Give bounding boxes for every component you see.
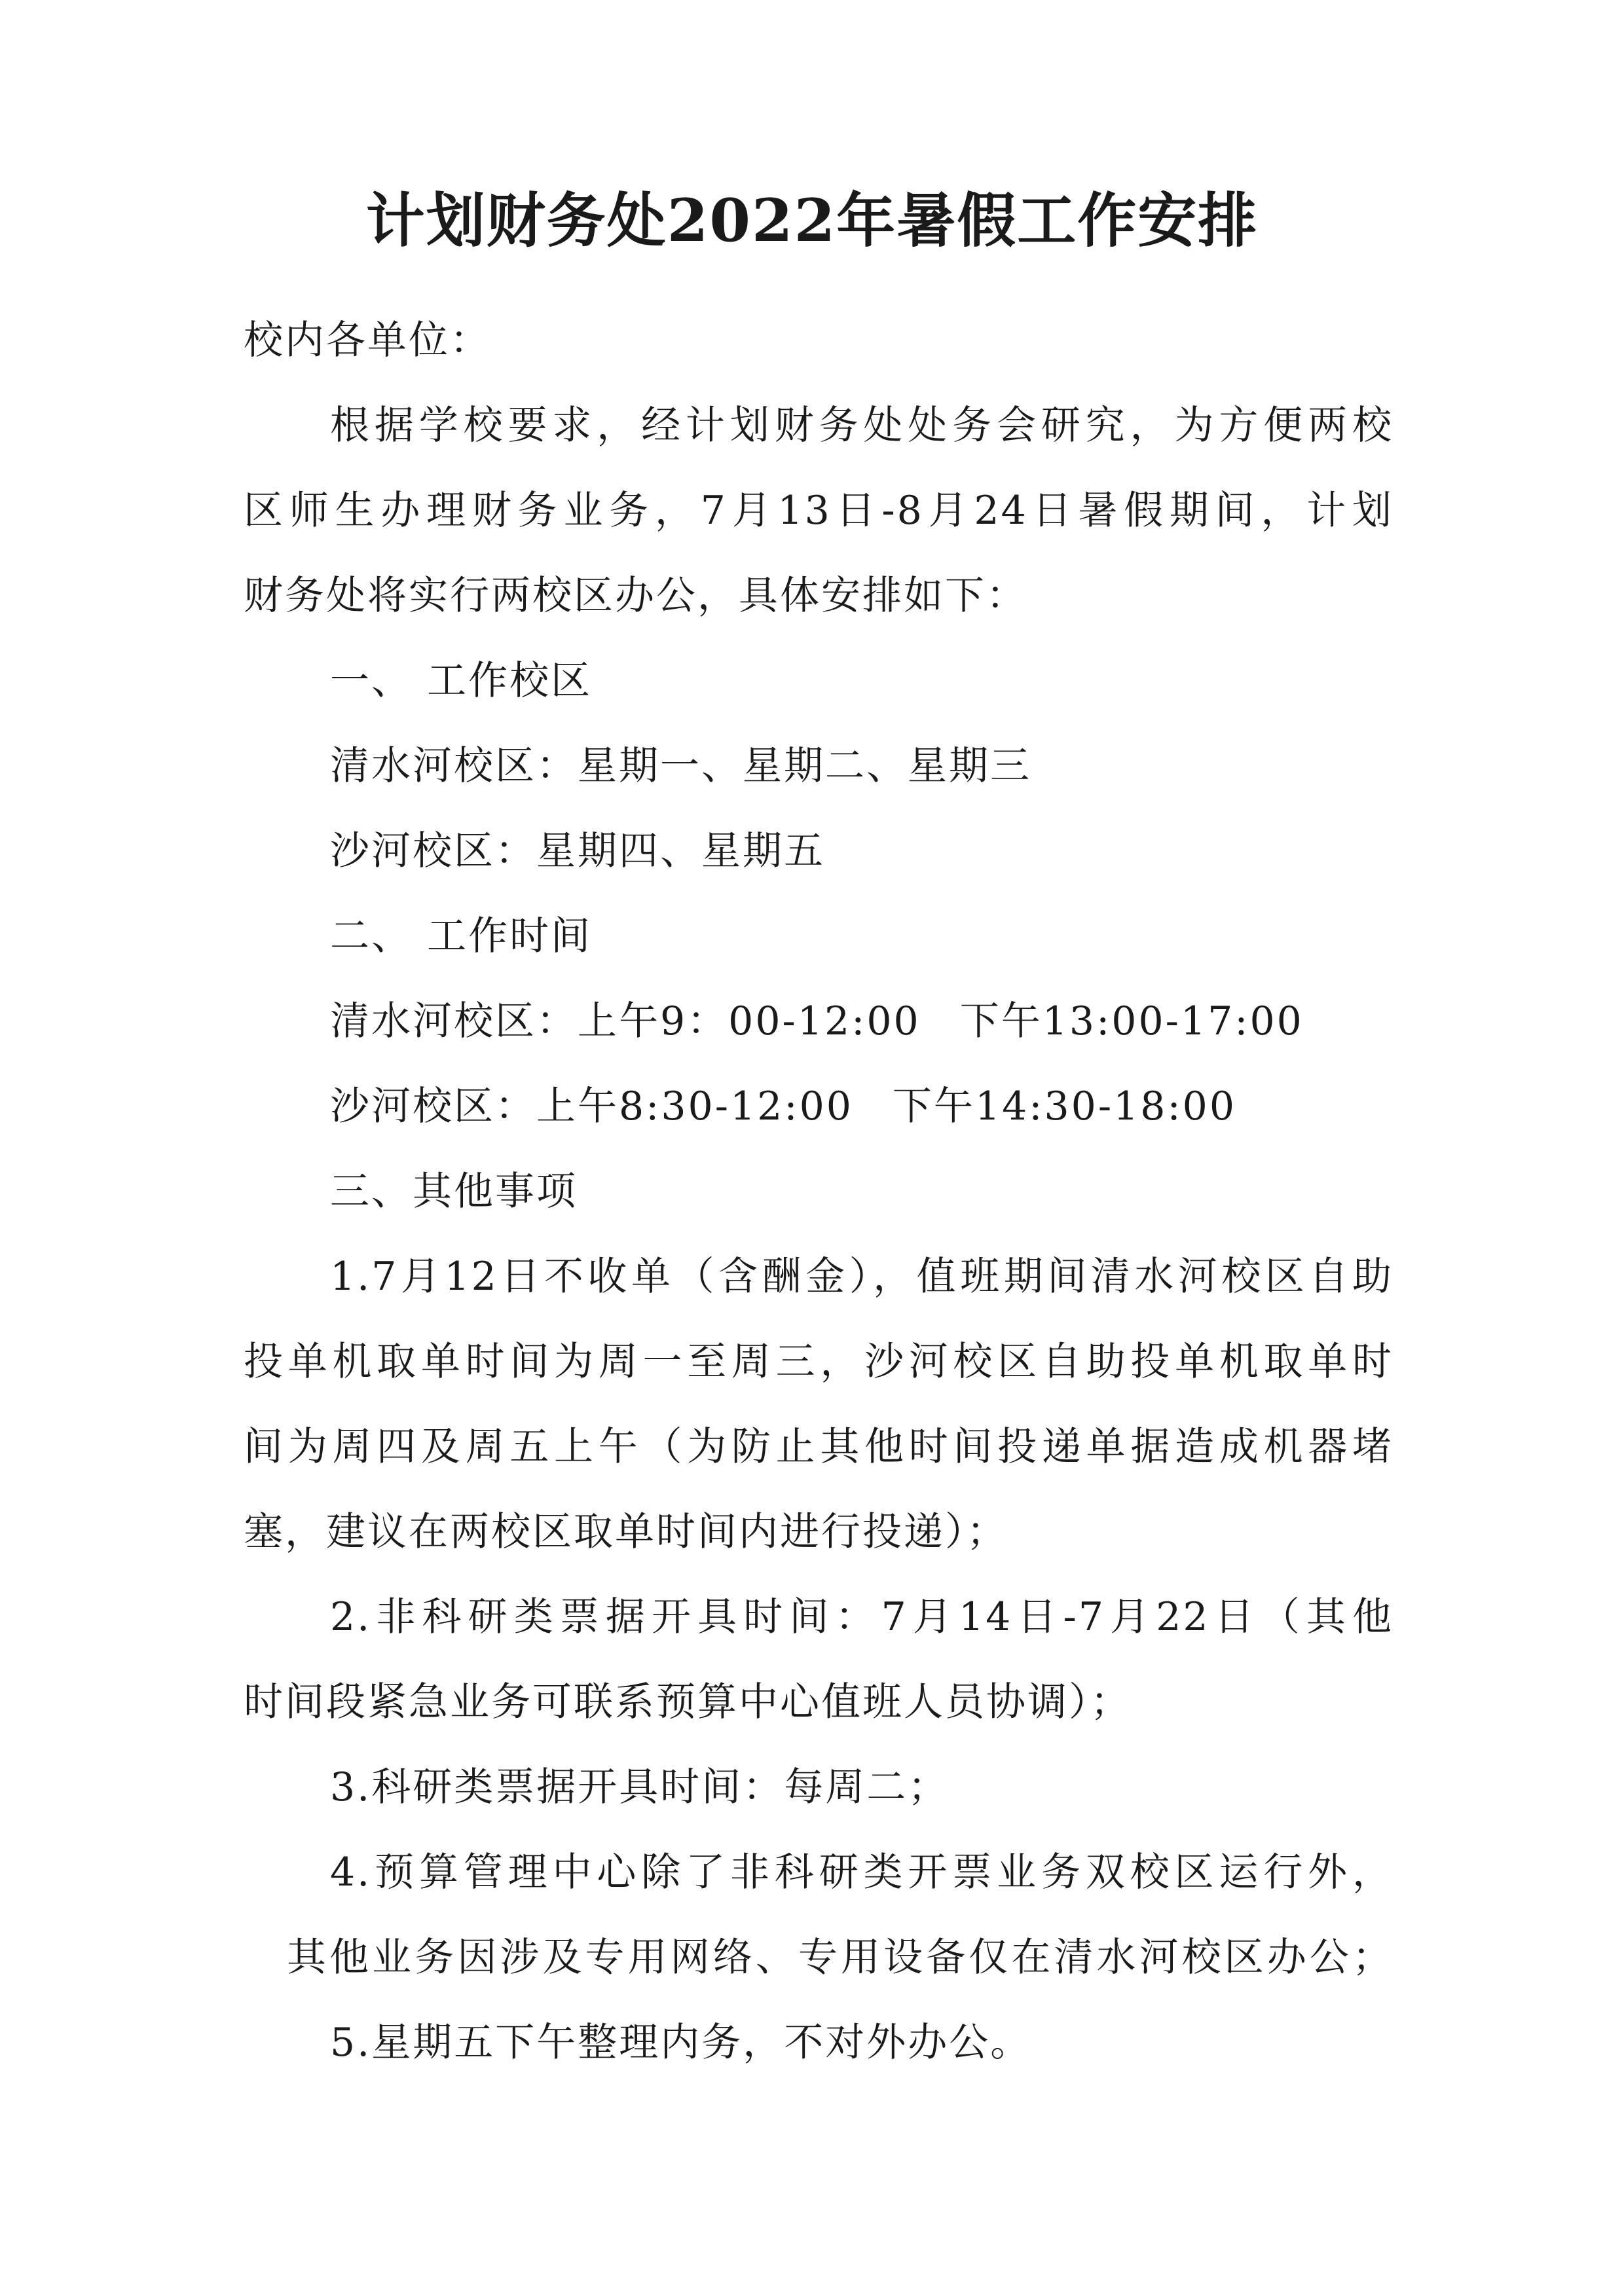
item1-line-3: 间为周四及周五上午（为防止其他时间投递单据造成机器堵 — [244, 1424, 1393, 1470]
item2-line-1: 2.非科研类票据开具时间：7月14日-7月22日（其他 — [330, 1594, 1393, 1640]
section-heading-other: 三、其他事项 — [330, 1169, 578, 1214]
document-title: 计划财务处2022年暑假工作安排 — [365, 186, 1259, 255]
section-heading-hours: 二、 工作时间 — [330, 913, 593, 959]
item1-line-4: 塞，建议在两校区取单时间内进行投递）； — [244, 1509, 1008, 1555]
document-body — [244, 298, 1393, 2085]
intro-line-2: 区师生办理财务业务，7月13日-8月24日暑假期间，计划 — [244, 488, 1393, 534]
item4-line-1: 4.预算管理中心除了非科研类开票业务双校区运行外， — [330, 1850, 1393, 1895]
salutation: 校内各单位： — [244, 318, 491, 363]
shahe-campus-hours — [244, 1064, 1393, 1149]
section-heading-campus: 一、 工作校区 — [330, 658, 593, 704]
qinghe-afternoon-hours: 下午13:00-17:00 — [959, 998, 1304, 1044]
intro-line-3: 财务处将实行两校区办公，具体安排如下： — [244, 573, 1027, 619]
item2-line-2: 时间段紧急业务可联系预算中心值班人员协调）； — [244, 1679, 1132, 1725]
item1-line-1: 1.7月12日不收单（含酬金），值班期间清水河校区自助 — [330, 1254, 1393, 1300]
item4-line-2: 其他业务因涉及专用网络、专用设备仅在清水河校区办公； — [287, 1935, 1393, 1980]
qinghe-campus-days: 清水河校区：星期一、星期二、星期三 — [330, 743, 1031, 789]
shahe-morning-hours: 沙河校区：上午8:30-12:00 — [330, 1084, 853, 1129]
item5: 5.星期五下午整理内务，不对外办公。 — [330, 2020, 1032, 2066]
item3: 3.科研类票据开具时间：每周二； — [330, 1764, 950, 1810]
item1-line-2: 投单机取单时间为周一至周三，沙河校区自助投单机取单时 — [244, 1339, 1393, 1385]
qinghe-campus-hours — [244, 979, 1393, 1064]
intro-line-1: 根据学校要求，经计划财务处处务会研究，为方便两校 — [330, 403, 1393, 448]
shahe-afternoon-hours: 下午14:30-18:00 — [892, 1084, 1237, 1129]
shahe-campus-days: 沙河校区：星期四、星期五 — [330, 828, 825, 874]
qinghe-morning-hours: 清水河校区：上午9：00-12:00 — [330, 998, 921, 1044]
